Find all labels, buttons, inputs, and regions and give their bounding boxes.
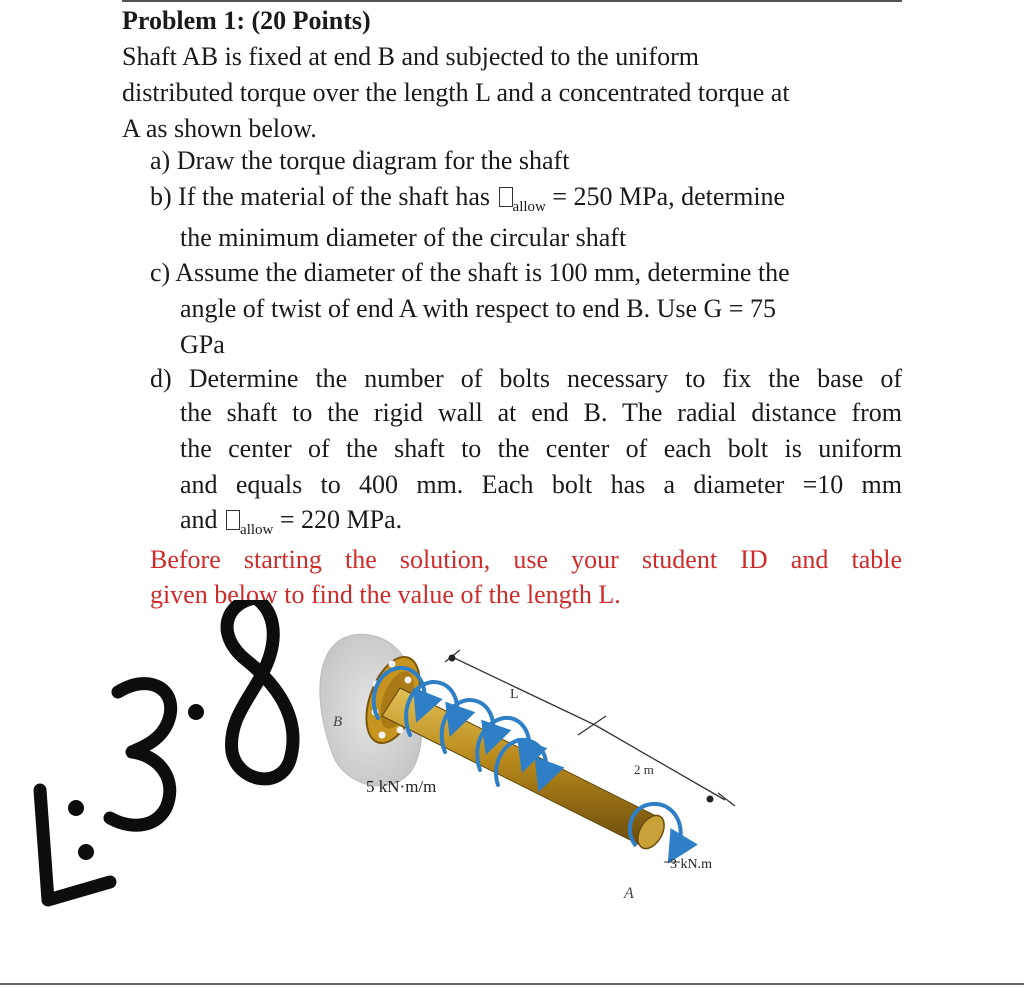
tau-symbol-box	[499, 187, 513, 207]
handwritten-dots	[68, 704, 204, 860]
part-d-line-2: the shaft to the rigid wall at end B. The radial distance from	[180, 398, 902, 427]
part-d-subscript: allow	[240, 522, 274, 538]
intro-line-3: A as shown below.	[122, 114, 317, 143]
intro-line-2: distributed torque over the length L and a concentrated torque at	[122, 78, 790, 107]
handwritten-annotation	[40, 600, 293, 900]
top-rule	[122, 0, 902, 2]
part-c-line-1: c) Assume the diameter of the shaft is 100 mm, determine the	[150, 258, 790, 287]
part-d-line-3: the center of the shaft to the center of each bolt is uniform	[180, 434, 902, 463]
note-line-1: Before starting the solution, use your student ID and table	[150, 545, 902, 574]
label-a: A	[624, 885, 634, 902]
label-distributed-torque: 5 kN·m/m	[366, 777, 437, 796]
intro-line-1: Shaft AB is fixed at end B and subjected to the uniform	[122, 42, 699, 71]
problem-title: Problem 1: (20 Points)	[122, 6, 371, 35]
part-d-line-1: d) Determine the number of bolts necessary to fix the base of	[150, 364, 902, 393]
part-b-post: = 250 MPa, determine	[545, 182, 786, 211]
bottom-rule	[0, 983, 1024, 985]
part-c-line-3: GPa	[180, 330, 225, 359]
label-b: B	[333, 714, 343, 730]
dimension-dot	[707, 796, 714, 803]
shaft-figure	[0, 600, 1024, 980]
note-line-2: given below to find the value of the length L.	[150, 580, 621, 609]
part-d-last-pre: and	[180, 505, 225, 534]
part-b-line-2: the minimum diameter of the circular shaft	[180, 223, 627, 252]
label-concentrated-torque: 3 kN.m	[670, 857, 712, 872]
part-b-line-1	[150, 182, 785, 222]
shaft-body	[382, 688, 660, 846]
part-b-subscript: allow	[512, 199, 546, 215]
part-a: a) Draw the torque diagram for the shaft	[150, 146, 570, 175]
part-b-pre: b) If the material of the shaft has	[150, 182, 497, 211]
part-c-line-2: angle of twist of end A with respect to end B. Use G = 75	[180, 294, 776, 323]
dimension-dot	[449, 655, 456, 662]
part-d-line-4: and equals to 400 mm. Each bolt has a diameter =10 mm	[180, 470, 902, 499]
label-2m: 2 m	[634, 762, 654, 777]
label-l: L	[510, 687, 519, 702]
part-d-line-5	[180, 505, 402, 545]
part-d-last-post: = 220 MPa.	[273, 505, 403, 534]
tau-symbol-box	[226, 510, 240, 530]
